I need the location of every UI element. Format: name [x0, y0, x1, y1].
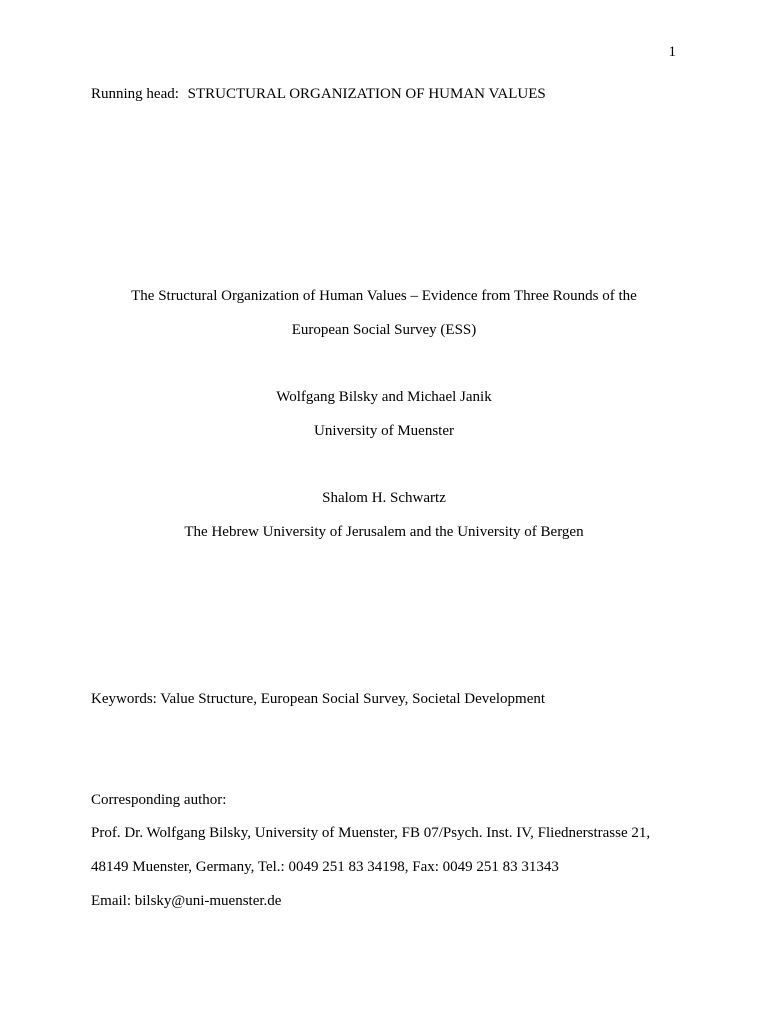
corresponding-address-line-2: 48149 Muenster, Germany, Tel.: 0049 251 83 34198, Fax: 0049 251 83 31343: [91, 859, 559, 875]
author-names-2: Shalom H. Schwartz: [322, 490, 446, 506]
title-line-2: European Social Survey (ESS): [291, 322, 477, 338]
corresponding-address-line-1: Prof. Dr. Wolfgang Bilsky, University of Muenster, FB 07/Psych. Inst. IV, Fliednerstrasse 21,: [91, 825, 651, 841]
running-head: [91, 85, 546, 103]
page-number: 1: [668, 44, 676, 60]
author-affiliation-2: The Hebrew University of Jerusalem and the University of Bergen: [184, 524, 584, 540]
title-line-1: The Structural Organization of Human Values – Evidence from Three Rounds of the: [131, 288, 637, 304]
corresponding-author-heading: Corresponding author:: [91, 792, 227, 808]
keywords: Keywords: Value Structure, European Social Survey, Societal Development: [91, 691, 546, 707]
author-affiliation-1: University of Muenster: [314, 423, 454, 439]
running-head-label: Running head:: [91, 86, 179, 102]
running-head-text: STRUCTURAL ORGANIZATION OF HUMAN VALUES: [187, 86, 546, 102]
corresponding-email: Email: bilsky@uni-muenster.de: [91, 893, 282, 909]
author-names-1: Wolfgang Bilsky and Michael Janik: [276, 389, 492, 405]
